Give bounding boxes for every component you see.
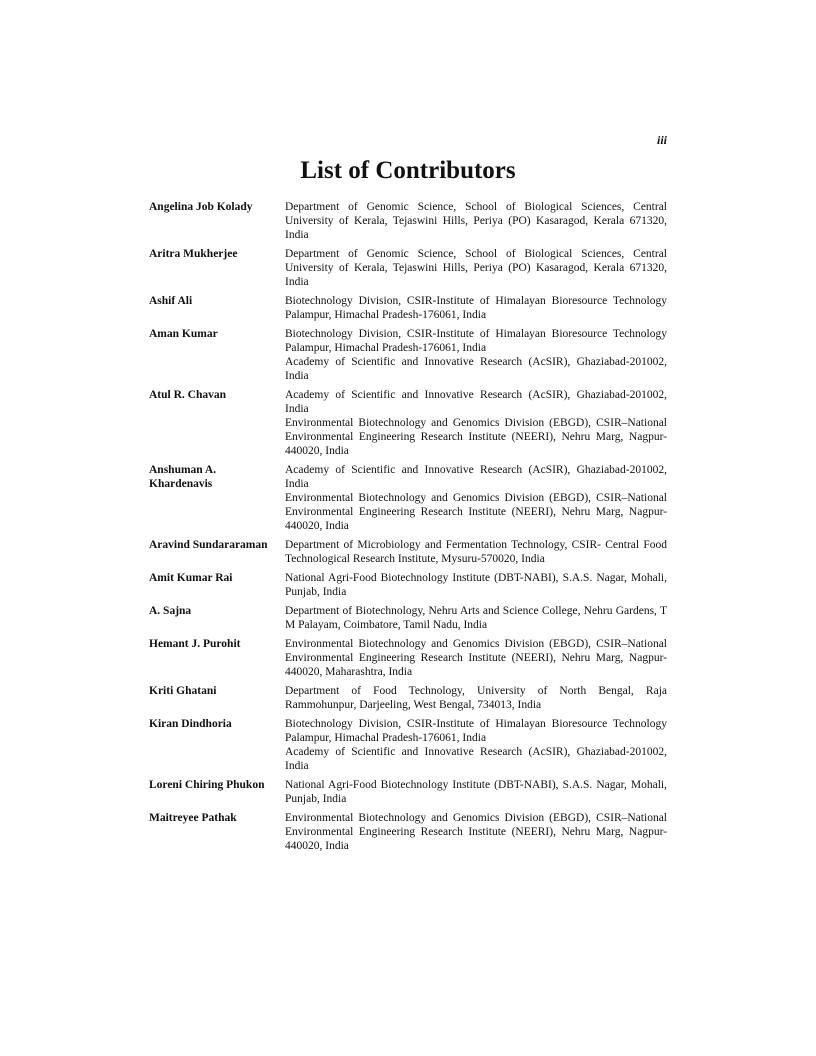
affiliation-text: Academy of Scientific and Innovative Research (AcSIR), Ghaziabad-201002, India	[285, 356, 667, 382]
contributor-entry	[149, 811, 667, 853]
affiliation-text: Environmental Biotechnology and Genomics Division (EBGD), CSIR–National Environmental Engineering Research Institute (NEERI), Nehru Marg, Nagpur-440020, Maharashtra, India	[285, 638, 667, 678]
contributor-name-line: Kiran Dindhoria	[149, 718, 232, 730]
page-number: iii	[656, 133, 667, 147]
contributor-entry	[149, 247, 667, 289]
contributor-name	[149, 637, 285, 679]
contributor-affiliations	[285, 327, 667, 383]
contributor-affiliations	[285, 463, 667, 533]
affiliation-text: Department of Genomic Science, School of Biological Sciences, Central University of Kerala, Tejaswini Hills, Periya (PO) Kasaragod, Kerala 671320, India	[285, 201, 667, 241]
contributor-entry	[149, 604, 667, 632]
contributor-affiliations	[285, 811, 667, 853]
contributor-name	[149, 604, 285, 632]
contributor-name	[149, 778, 285, 806]
contributor-list	[149, 200, 667, 858]
contributor-affiliations	[285, 388, 667, 458]
contributor-name	[149, 717, 285, 773]
affiliation-text: Biotechnology Division, CSIR-Institute of Himalayan Bioresource Technology Palampur, Himachal Pradesh-176061, India	[285, 328, 667, 354]
contributor-name-line: Atul R. Chavan	[149, 389, 227, 401]
contributor-name-line: Aman Kumar	[149, 328, 218, 340]
contributor-name	[149, 571, 285, 599]
page-title: List of Contributors	[300, 157, 516, 184]
contributor-affiliations	[285, 684, 667, 712]
contributor-name	[149, 684, 285, 712]
contributor-entry	[149, 778, 667, 806]
contributor-name	[149, 200, 285, 242]
contributor-affiliations	[285, 604, 667, 632]
affiliation-text: Environmental Biotechnology and Genomics Division (EBGD), CSIR–National Environmental Engineering Research Institute (NEERI), Nehru Marg, Nagpur-440020, India	[285, 417, 667, 457]
contributor-name	[149, 463, 285, 533]
affiliation-text: Environmental Biotechnology and Genomics Division (EBGD), CSIR–National Environmental Engineering Research Institute (NEERI), Nehru Marg, Nagpur-440020, India	[285, 492, 667, 532]
contributor-entry	[149, 538, 667, 566]
contributor-affiliations	[285, 538, 667, 566]
contributor-entry	[149, 637, 667, 679]
contributor-name	[149, 327, 285, 383]
affiliation-text: Department of Biotechnology, Nehru Arts and Science College, Nehru Gardens, T M Palayam, Coimbatore, Tamil Nadu, India	[285, 605, 667, 631]
affiliation-text: Biotechnology Division, CSIR-Institute of Himalayan Bioresource Technology Palampur, Himachal Pradesh-176061, India	[285, 295, 667, 321]
contributor-affiliations	[285, 247, 667, 289]
contributor-name-line: Aritra Mukherjee	[149, 248, 238, 260]
affiliation-text: National Agri-Food Biotechnology Institute (DBT-NABI), S.A.S. Nagar, Mohali, Punjab, India	[285, 572, 667, 598]
affiliation-text: Academy of Scientific and Innovative Research (AcSIR), Ghaziabad-201002, India	[285, 464, 667, 490]
contributor-name	[149, 811, 285, 853]
contributor-affiliations	[285, 571, 667, 599]
contributor-name-line: A. Sajna	[149, 605, 192, 617]
contributor-entry	[149, 388, 667, 458]
contributor-name	[149, 388, 285, 458]
contributor-name-line: Hemant J. Purohit	[149, 638, 241, 650]
contributor-name	[149, 294, 285, 322]
contributor-name	[149, 538, 285, 566]
contributor-entry	[149, 684, 667, 712]
contributor-entry	[149, 294, 667, 322]
contributor-entry	[149, 717, 667, 773]
affiliation-text: Department of Food Technology, University of North Bengal, Raja Rammohunpur, Darjeeling, West Bengal, 734013, India	[285, 685, 667, 711]
contributor-name-line: Amit Kumar Rai	[149, 572, 233, 584]
contributor-entry	[149, 463, 667, 533]
contributor-name-line: Kriti Ghatani	[149, 685, 217, 697]
affiliation-text: Department of Genomic Science, School of Biological Sciences, Central University of Kerala, Tejaswini Hills, Periya (PO) Kasaragod, Kerala 671320, India	[285, 248, 667, 288]
contributor-name-line: Loreni Chiring Phukon	[149, 779, 265, 791]
contributor-entry	[149, 200, 667, 242]
contributor-name-line: Ashif Ali	[149, 295, 193, 307]
contributor-affiliations	[285, 778, 667, 806]
affiliation-text: National Agri-Food Biotechnology Institute (DBT-NABI), S.A.S. Nagar, Mohali, Punjab, India	[285, 779, 667, 805]
contributor-entry	[149, 327, 667, 383]
contributor-name-line: Maitreyee Pathak	[149, 812, 237, 824]
affiliation-text: Biotechnology Division, CSIR-Institute of Himalayan Bioresource Technology Palampur, Himachal Pradesh-176061, India	[285, 718, 667, 744]
affiliation-text: Department of Microbiology and Fermentation Technology, CSIR- Central Food Technological Research Institute, Mysuru-570020, India	[285, 539, 667, 565]
affiliation-text: Academy of Scientific and Innovative Research (AcSIR), Ghaziabad-201002, India	[285, 389, 667, 415]
contributor-name-line: Anshuman A.	[149, 464, 217, 476]
contributor-name	[149, 247, 285, 289]
contributor-name-line: Aravind Sundararaman	[149, 539, 268, 551]
affiliation-text: Environmental Biotechnology and Genomics Division (EBGD), CSIR–National Environmental Engineering Research Institute (NEERI), Nehru Marg, Nagpur-440020, India	[285, 812, 667, 852]
contributor-affiliations	[285, 294, 667, 322]
contributor-affiliations	[285, 717, 667, 773]
contributor-affiliations	[285, 200, 667, 242]
contributor-affiliations	[285, 637, 667, 679]
contributor-entry	[149, 571, 667, 599]
contributor-name-line: Khardenavis	[149, 478, 213, 490]
affiliation-text: Academy of Scientific and Innovative Research (AcSIR), Ghaziabad-201002, India	[285, 746, 667, 772]
contributor-name-line: Angelina Job Kolady	[149, 201, 253, 213]
